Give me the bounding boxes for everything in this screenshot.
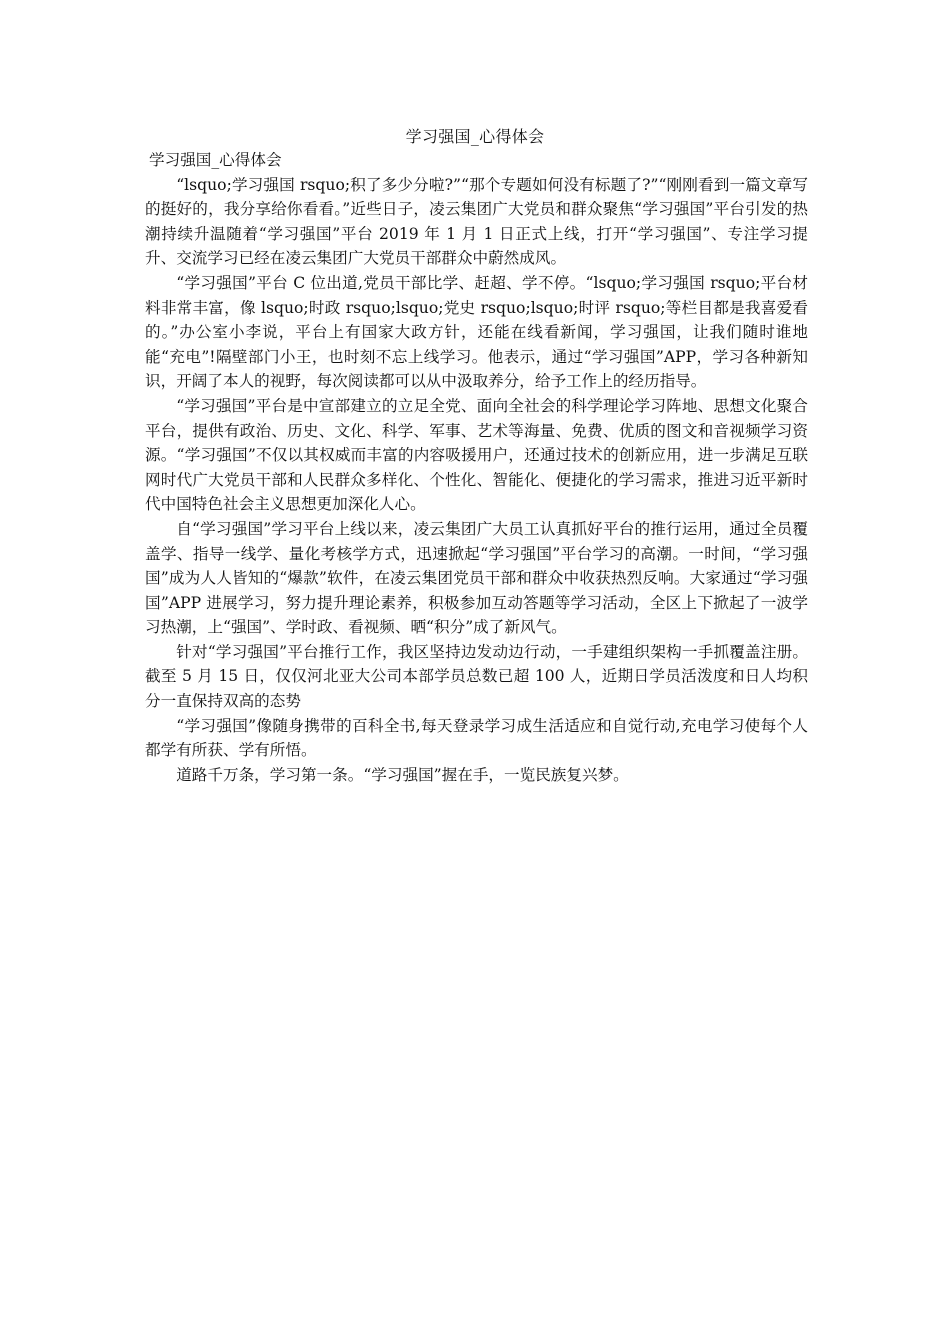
paragraph-3: “学习强国”平台是中宣部建立的立足全党、面向全社会的科学理论学习阵地、思想文化聚合平台，提供有政治、历史、文化、科学、军事、艺术等海量、免费、优质的图文和音视频学习资源。“学习强国”不仅以其权威而丰富的内容吸援用户，还通过技术的创新应用，进一步满足互联网时代广大党员干部和人民群众多样化、个性化、智能化、便捷化的学习需求，推进习近平新时代中国特色社会主义思想更加深化人心。 — [145, 396, 808, 514]
paragraph-5: 针对“学习强国”平台推行工作，我区坚持边发动边行动，一手建组织架构一手抓覆盖注册。截至 5 月 15 日，仅仅河北亚大公司本部学员总数已超 100 人，近期日学员活泼度和日人均积分一直保持双高的态势 — [145, 642, 808, 711]
document-title: 学习强国_心得体会 — [405, 127, 545, 146]
paragraph-1: “lsquo;学习强国 rsquo;积了多少分啦?”“那个专题如何没有标题了?”“刚刚看到一篇文章写的挺好的，我分享给你看看。”近些日子，凌云集团广大党员和群众聚焦“学习强国”平台引发的热潮持续升温随着“学习强国”平台 2019 年 1 月 1 日正式上线，打开“学习强国”、专注学习提升、交流学习已经在凌云集团广大党员干部群众中蔚然成风。 — [145, 175, 808, 268]
document-subheading: 学习强国_心得体会 — [149, 151, 282, 169]
paragraph-6: “学习强国”像随身携带的百科全书,每天登录学习成生活适应和自觉行动,充电学习使每个人都学有所获、学有所悟。 — [145, 716, 808, 760]
paragraph-2: “学习强国”平台 C 位出道,党员干部比学、赶超、学不停。“lsquo;学习强国 rsquo;平台材料非常丰富，像 lsquo;时政 rsquo;lsquo;党史 rsquo;lsquo;时评 rsquo;等栏目都是我喜爱看的。”办公室小李说，平台上有国家大政方针，还能在线看新闻，学习强国，让我们随时谁地能“充电”!隔壁部门小王，也时刻不忘上线学习。他表示，通过“学习强国”APP，学习各种新知识，开阔了本人的视野，每次阅读都可以从中汲取养分，给予工作上的经历指导。 — [145, 273, 808, 391]
paragraph-7: 道路千万条，学习第一条。“学习强国”握在手，一览民族复兴梦。 — [176, 765, 629, 784]
document-body — [145, 148, 808, 787]
paragraph-4: 自“学习强国”学习平台上线以来，凌云集团广大员工认真抓好平台的推行运用，通过全员覆盖学、指导一线学、量化考核学方式，迅速掀起“学习强国”平台学习的高潮。一时间，“学习强国”成为人人皆知的“爆款”软件，在凌云集团党员干部和群众中收获热烈反响。大家通过“学习强国”APP 进展学习，努力提升理论素养，积极参加互动答题等学习活动，全区上下掀起了一波学习热潮，上“强国”、学时政、看视频、晒“积分”成了新风气。 — [145, 519, 808, 637]
